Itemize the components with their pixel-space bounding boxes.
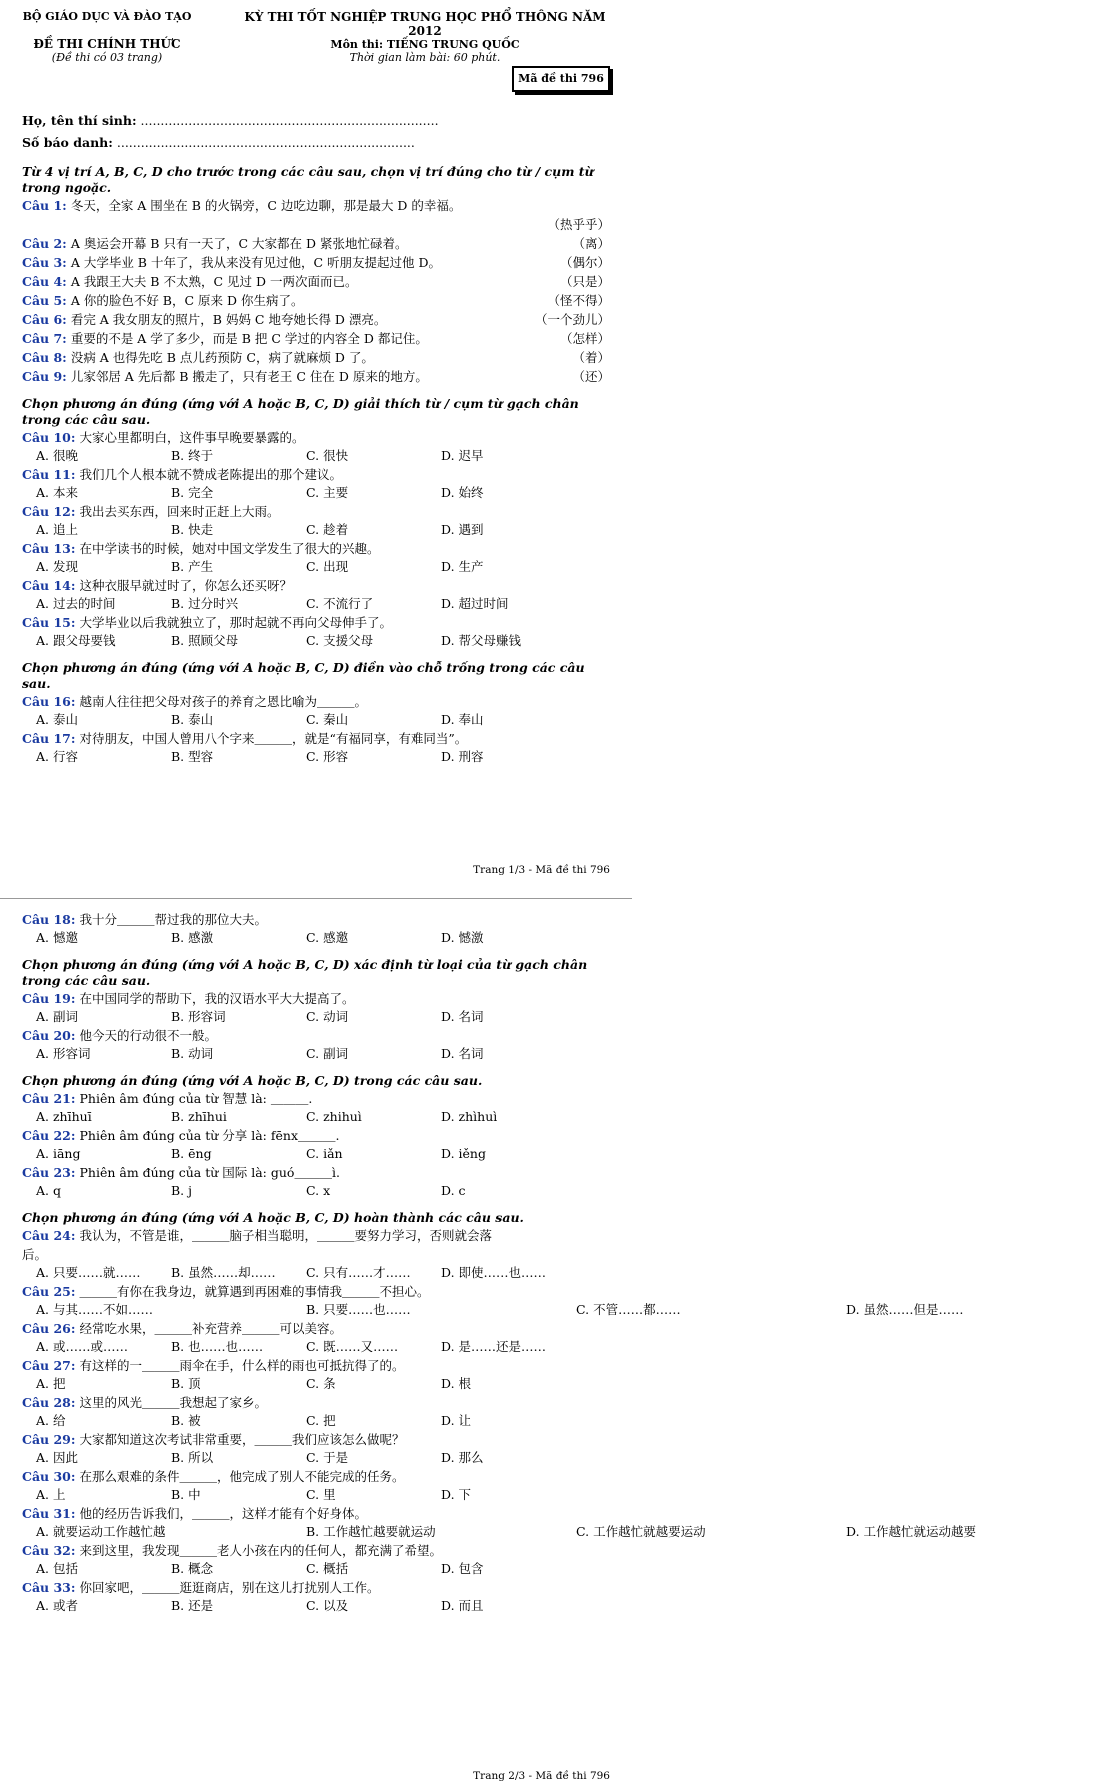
option-d: D. 生产 <box>441 559 484 574</box>
option-c: C. 支援父母 <box>306 633 374 648</box>
option-d: D. 帮父母赚钱 <box>441 633 522 648</box>
question-number: Câu 22: <box>22 1128 76 1143</box>
option-c: C. 以及 <box>306 1598 349 1613</box>
page-footer: Trang 1/3 - Mã đề thi 796 <box>473 864 610 876</box>
option-c: C. 不流行了 <box>306 596 374 611</box>
option-a: A. 与其……不如…… <box>36 1302 153 1317</box>
options <box>22 1560 610 1578</box>
option-d: D. 名词 <box>441 1009 484 1024</box>
option-d: D. 虽然……但是…… <box>846 1302 964 1317</box>
ministry: BỘ GIÁO DỤC VÀ ĐÀO TẠO <box>22 10 192 23</box>
option-a: A. 憾邀 <box>36 930 78 945</box>
option-a: A. 只要……就…… <box>36 1265 141 1280</box>
question-text: 经常吃水果，＿＿＿补充营养＿＿＿可以美容。 <box>79 1321 343 1336</box>
options <box>22 1045 610 1063</box>
question-number: Câu 18: <box>22 912 76 927</box>
question-2 <box>22 1319 610 1338</box>
option-a: A. 副词 <box>36 1009 78 1024</box>
question-3 <box>22 253 610 272</box>
question-number: Câu 19: <box>22 991 76 1006</box>
option-d: D. 奉山 <box>441 712 484 727</box>
question-number: Câu 17: <box>22 731 76 746</box>
hint-word: （怪不得） <box>547 293 610 308</box>
option-b: B. 感激 <box>171 930 214 945</box>
question-number: Câu 24: <box>22 1228 76 1243</box>
option-d: D. 迟早 <box>441 448 484 463</box>
option-b: B. 被 <box>171 1413 201 1428</box>
option-a: A. 把 <box>36 1376 66 1391</box>
option-c: C. 条 <box>306 1376 336 1391</box>
question-text: A 你的脸色不好 B，C 原来 D 你生病了。 <box>70 293 304 308</box>
options <box>22 1338 610 1356</box>
section-title-4: Chọn phương án đúng (ứng với A hoặc B, C, D) xác định từ loại của từ gạch chân trong các câu sau. <box>22 957 588 988</box>
question-0 <box>22 1089 610 1108</box>
option-a: A. q <box>36 1183 61 1198</box>
question-text: Phiên âm đúng của từ 智慧 là: ＿＿＿. <box>79 1091 313 1106</box>
options <box>22 929 610 947</box>
question-text: Phiên âm đúng của từ 国际 là: guó＿＿＿ì. <box>79 1165 340 1180</box>
option-b: B. 终于 <box>171 448 214 463</box>
exam-code: Mã đề thi 796 <box>512 66 610 92</box>
option-c: C. zhihuì <box>306 1109 362 1124</box>
exam-title: KỲ THI TỐT NGHIỆP TRUNG HỌC PHỔ THÔNG NĂM 2012 <box>244 10 606 38</box>
option-b: B. 快走 <box>171 522 214 537</box>
question-number: Câu 6: <box>22 312 67 327</box>
question-1 <box>22 1026 610 1045</box>
option-d: D. 超过时间 <box>441 596 509 611</box>
option-b: B. 泰山 <box>171 712 214 727</box>
option-d: D. iěng <box>441 1146 486 1161</box>
question-text: 重要的不是 A 学了多少，而是 B 把 C 学过的内容全 D 都记住。 <box>70 331 428 346</box>
question-text: 在那么艰难的条件＿＿＿，他完成了别人不能完成的任务。 <box>79 1469 405 1484</box>
options <box>22 1145 610 1163</box>
question-number: Câu 12: <box>22 504 76 519</box>
option-d: D. 即使……也…… <box>441 1265 547 1280</box>
option-a: A. 给 <box>36 1413 66 1428</box>
option-d: D. 始终 <box>441 485 484 500</box>
question-number: Câu 28: <box>22 1395 76 1410</box>
question-number: Câu 13: <box>22 541 76 556</box>
question-2 <box>22 502 610 521</box>
question-continued: 后。 <box>22 1247 48 1262</box>
options <box>22 1182 610 1200</box>
hint-word: （离） <box>572 236 610 251</box>
question-5 <box>22 291 610 310</box>
option-a: A. 发现 <box>36 559 78 574</box>
question-number: Câu 2: <box>22 236 67 251</box>
option-b: B. zhīhui <box>171 1109 227 1124</box>
option-b: B. 型容 <box>171 749 214 764</box>
options <box>22 1449 610 1467</box>
subject: Môn thi: TIẾNG TRUNG QUỐC <box>330 38 520 51</box>
question-6 <box>22 1467 610 1486</box>
page-1 <box>0 0 632 884</box>
option-d: D. 根 <box>441 1376 472 1391</box>
question-text: A 大学毕业 B 十年了，我从来没有见过他，C 听朋友提起过他 D。 <box>70 255 441 270</box>
option-c: C. 秦山 <box>306 712 349 727</box>
question-number: Câu 33: <box>22 1580 76 1595</box>
option-c: C. 感邀 <box>306 930 349 945</box>
question-number: Câu 30: <box>22 1469 76 1484</box>
question-number: Câu 32: <box>22 1543 76 1558</box>
question-number: Câu 4: <box>22 274 67 289</box>
option-d: D. 那么 <box>441 1450 484 1465</box>
option-d: D. zhìhuì <box>441 1109 498 1124</box>
question-text: 他的经历告诉我们，＿＿＿，这样才能有个好身体。 <box>79 1506 368 1521</box>
question-text: ＿＿＿有你在我身边，就算遇到再困难的事情我＿＿＿不担心。 <box>79 1284 430 1299</box>
option-c: C. 趁着 <box>306 522 349 537</box>
question-text: 我们几个人根本就不赞成老陈提出的那个建议。 <box>79 467 343 482</box>
option-a: A. 形容词 <box>36 1046 91 1061</box>
question-number: Câu 21: <box>22 1091 76 1106</box>
option-b: B. 动词 <box>171 1046 214 1061</box>
id-label: Số báo danh: <box>22 135 113 150</box>
section-title-2: Chọn phương án đúng (ứng với A hoặc B, C, D) giải thích từ / cụm từ gạch chân trong các câu sau. <box>22 396 579 427</box>
option-a: A. 就要运动工作越忙越 <box>36 1524 166 1539</box>
question-6 <box>22 310 610 329</box>
question-text: 大家心里都明白，这件事早晚要暴露的。 <box>79 430 305 445</box>
question-number: Câu 20: <box>22 1028 76 1043</box>
question-number: Câu 15: <box>22 615 76 630</box>
option-b: B. 照顾父母 <box>171 633 239 648</box>
hint-word: （偶尔） <box>559 255 610 270</box>
option-d: D. 而且 <box>441 1598 484 1613</box>
question-0 <box>22 692 610 711</box>
option-c: C. 把 <box>306 1413 336 1428</box>
question-text: 在中学读书的时候，她对中国文学发生了很大的兴趣。 <box>79 541 380 556</box>
question-7 <box>22 1504 610 1523</box>
option-a: A. 或……或…… <box>36 1339 128 1354</box>
question-1 <box>22 1126 610 1145</box>
option-b: B. 也……也…… <box>171 1339 264 1354</box>
options <box>22 1375 610 1393</box>
question-18 <box>22 910 610 929</box>
question-number: Câu 1: <box>22 198 67 213</box>
question-text: 我十分＿＿＿帮过我的那位大夫。 <box>79 912 268 927</box>
question-4 <box>22 576 610 595</box>
question-9 <box>22 1578 610 1597</box>
option-d: D. 让 <box>441 1413 472 1428</box>
question-number: Câu 16: <box>22 694 76 709</box>
option-c: C. 于是 <box>306 1450 349 1465</box>
page-footer: Trang 2/3 - Mã đề thi 796 <box>473 1770 610 1782</box>
option-d: D. 下 <box>441 1487 472 1502</box>
option-b: B. 虽然……却…… <box>171 1265 276 1280</box>
hint-word: （热乎乎） <box>547 217 610 232</box>
section-title-6: Chọn phương án đúng (ứng với A hoặc B, C, D) hoàn thành các câu sau. <box>22 1210 524 1225</box>
option-c: C. 很快 <box>306 448 349 463</box>
question-1 <box>22 1282 610 1301</box>
question-number: Câu 7: <box>22 331 67 346</box>
options <box>22 711 610 729</box>
question-number: Câu 8: <box>22 350 67 365</box>
question-text: A 我跟王大夫 B 不太熟，C 见过 D 一两次面而已。 <box>70 274 358 289</box>
option-b: B. 所以 <box>171 1450 214 1465</box>
option-a: A. 泰山 <box>36 712 78 727</box>
option-b: B. 工作越忙越要就运动 <box>306 1524 436 1539</box>
option-d: D. 憾激 <box>441 930 484 945</box>
option-d: D. 工作越忙就运动越要 <box>846 1524 977 1539</box>
options <box>22 447 610 465</box>
option-c: C. 形容 <box>306 749 349 764</box>
question-number: Câu 27: <box>22 1358 76 1373</box>
question-3 <box>22 539 610 558</box>
options <box>22 1597 610 1615</box>
options <box>22 1264 610 1282</box>
options <box>22 1008 610 1026</box>
option-c: C. iǎn <box>306 1146 343 1161</box>
question-7 <box>22 329 610 348</box>
hint-word: （只是） <box>559 274 610 289</box>
option-a: A. 追上 <box>36 522 78 537</box>
options <box>22 521 610 539</box>
question-1 <box>22 465 610 484</box>
question-number: Câu 11: <box>22 467 76 482</box>
option-b: B. ēng <box>171 1146 212 1161</box>
question-text: 大家都知道这次考试非常重要，＿＿＿我们应该怎么做呢？ <box>79 1432 405 1447</box>
name-label: Họ, tên thí sinh: <box>22 113 137 128</box>
option-b: B. j <box>171 1183 193 1198</box>
option-a: A. 跟父母要钱 <box>36 633 116 648</box>
question-text: 儿家邻居 A 先后都 B 搬走了，只有老王 C 住在 D 原来的地方。 <box>70 369 428 384</box>
option-a: A. 过去的时间 <box>36 596 116 611</box>
question-text: 看完 A 我女朋友的照片，B 妈妈 C 地夸她长得 D 漂亮。 <box>70 312 387 327</box>
question-8 <box>22 348 610 367</box>
hint-word: （一个劲儿） <box>534 312 610 327</box>
option-d: D. 名词 <box>441 1046 484 1061</box>
question-text: Phiên âm đúng của từ 分享 là: fēnx＿＿＿. <box>79 1128 340 1143</box>
section-title-3: Chọn phương án đúng (ứng với A hoặc B, C, D) điền vào chỗ trống trong các câu sau. <box>22 660 585 691</box>
question-5 <box>22 1430 610 1449</box>
question-1 <box>22 215 610 234</box>
question-text: 有这样的一＿＿＿雨伞在手，什么样的雨也可抵抗得了的。 <box>79 1358 405 1373</box>
question-1 <box>22 729 610 748</box>
question-text: 没病 A 也得先吃 B 点儿药预防 C，病了就麻烦 D 了。 <box>70 350 374 365</box>
question-text: 来到这里，我发现＿＿＿老人小孩在内的任何人，都充满了希望。 <box>79 1543 443 1558</box>
page-2 <box>0 900 977 1790</box>
question-text: 我出去买东西，回来时正赶上大雨。 <box>79 504 280 519</box>
exam-header <box>22 10 610 64</box>
question-number: Câu 14: <box>22 578 76 593</box>
option-c: C. 里 <box>306 1487 336 1502</box>
question-0 <box>22 989 610 1008</box>
options <box>22 1108 610 1126</box>
hint-word: （怎样） <box>559 331 610 346</box>
option-b: B. 完全 <box>171 485 214 500</box>
hint-word: （还） <box>572 369 610 384</box>
duration: Thời gian làm bài: 60 phút. <box>349 51 501 64</box>
option-b: B. 中 <box>171 1487 201 1502</box>
question-text: 冬天，全家 A 围坐在 B 的火锅旁，C 边吃边聊，那是最大 D 的幸福。 <box>70 198 462 213</box>
question-number: Câu 23: <box>22 1165 76 1180</box>
id-dots: ........................................................................... <box>116 135 415 150</box>
section-title-1: Từ 4 vị trí A, B, C, D cho trước trong các câu sau, chọn vị trí đúng cho từ / cụm từ trong ngoặc. <box>22 164 594 195</box>
question-0 <box>22 1226 610 1245</box>
option-d: D. 遇到 <box>441 522 484 537</box>
option-a: A. 包括 <box>36 1561 78 1576</box>
option-c: C. 动词 <box>306 1009 349 1024</box>
options <box>22 632 610 650</box>
hint-word: （着） <box>572 350 610 365</box>
option-b: B. 顶 <box>171 1376 201 1391</box>
option-b: B. 只要……也…… <box>306 1302 411 1317</box>
question-text: 这里的风光＿＿＿我想起了家乡。 <box>79 1395 268 1410</box>
options <box>22 1412 610 1430</box>
section-title-5: Chọn phương án đúng (ứng với A hoặc B, C, D) trong các câu sau. <box>22 1073 483 1088</box>
option-c: C. 出现 <box>306 559 349 574</box>
option-d: D. 是……还是…… <box>441 1339 547 1354</box>
question-8 <box>22 1541 610 1560</box>
option-d: D. 刑容 <box>441 749 484 764</box>
option-c: C. 不管……都…… <box>576 1302 681 1317</box>
options <box>22 1523 977 1541</box>
question-5 <box>22 613 610 632</box>
question-text: 我认为，不管是谁，＿＿＿脑子相当聪明，＿＿＿要努力学习，否则就会落 <box>79 1228 493 1243</box>
options <box>22 595 610 613</box>
option-a: A. 行容 <box>36 749 78 764</box>
option-a: A. iāng <box>36 1146 81 1161</box>
option-d: D. c <box>441 1183 466 1198</box>
option-a: A. 上 <box>36 1487 66 1502</box>
question-number: Câu 9: <box>22 369 67 384</box>
question-number: Câu 5: <box>22 293 67 308</box>
options <box>22 558 610 576</box>
options <box>22 1301 964 1319</box>
question-number: Câu 3: <box>22 255 67 270</box>
option-a: A. zhīhuī <box>36 1109 92 1124</box>
question-text: 你回家吧，＿＿＿逛逛商店，别在这儿打扰别人工作。 <box>79 1580 380 1595</box>
question-number: Câu 25: <box>22 1284 76 1299</box>
question-number: Câu 31: <box>22 1506 76 1521</box>
option-b: B. 过分时兴 <box>171 596 239 611</box>
question-2 <box>22 234 610 253</box>
question-number: Câu 29: <box>22 1432 76 1447</box>
options <box>22 1486 610 1504</box>
option-b: B. 还是 <box>171 1598 214 1613</box>
question-9 <box>22 367 610 386</box>
question-text: A 奥运会开幕 B 只有一天了，C 大家都在 D 紧张地忙碌着。 <box>70 236 408 251</box>
official-label: ĐỀ THI CHÍNH THỨC <box>33 37 181 51</box>
option-c: C. 概括 <box>306 1561 349 1576</box>
question-text: 这种衣服早就过时了，你怎么还买呀？ <box>79 578 293 593</box>
options <box>22 748 610 766</box>
option-a: A. 因此 <box>36 1450 78 1465</box>
options <box>22 484 610 502</box>
question-text: 对待朋友，中国人曾用八个字来＿＿＿，就是“有福同享，有难同当”。 <box>79 731 468 746</box>
question-4 <box>22 1393 610 1412</box>
option-a: A. 很晚 <box>36 448 78 463</box>
question-2 <box>22 1163 610 1182</box>
option-c: C. x <box>306 1183 331 1198</box>
question-text: 在中国同学的帮助下，我的汉语水平大大提高了。 <box>79 991 355 1006</box>
question-text: 大学毕业以后我就独立了，那时起就不再向父母伸手了。 <box>79 615 393 630</box>
question-0 <box>22 196 610 215</box>
option-c: C. 副词 <box>306 1046 349 1061</box>
option-a: A. 或者 <box>36 1598 78 1613</box>
option-a: A. 本来 <box>36 485 78 500</box>
question-number: Câu 10: <box>22 430 76 445</box>
option-b: B. 概念 <box>171 1561 214 1576</box>
option-b: B. 产生 <box>171 559 214 574</box>
option-c: C. 工作越忙就越要运动 <box>576 1524 706 1539</box>
question-3 <box>22 1356 610 1375</box>
question-0 <box>22 428 610 447</box>
question-number: Câu 26: <box>22 1321 76 1336</box>
option-d: D. 包含 <box>441 1561 484 1576</box>
question-4 <box>22 272 610 291</box>
question-text: 越南人往往把父母对孩子的养育之恩比喻为＿＿＿。 <box>79 694 368 709</box>
question-text: 他今天的行动很不一般。 <box>79 1028 218 1043</box>
option-c: C. 主要 <box>306 485 349 500</box>
page-count: (Đề thi có 03 trang) <box>51 51 163 64</box>
option-c: C. 既……又…… <box>306 1339 399 1354</box>
name-dots: ........................................................................... <box>140 113 439 128</box>
option-b: B. 形容词 <box>171 1009 226 1024</box>
option-c: C. 只有……才…… <box>306 1265 411 1280</box>
